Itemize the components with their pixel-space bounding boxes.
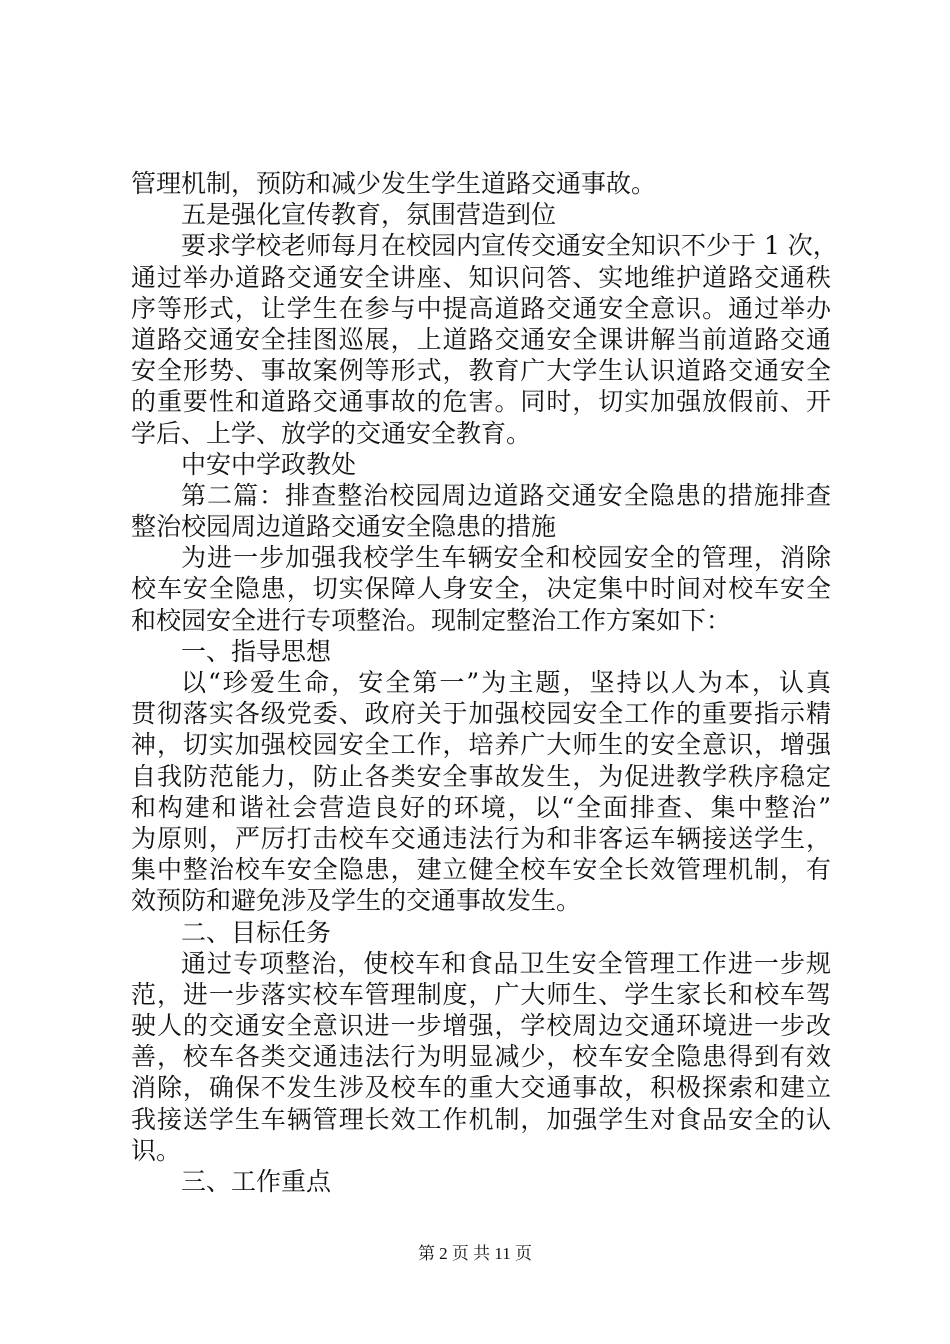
paragraph-line: 范，进一步落实校车管理制度，广大师生、学生家长和校车驾 bbox=[131, 979, 831, 1009]
signature-line: 中安中学政教处 bbox=[181, 449, 357, 479]
chapter-title: 第二篇：排查整治校园周边道路交通安全隐患的措施排查 bbox=[181, 480, 831, 510]
document-body bbox=[131, 168, 838, 1197]
page-number-footer: 第 2 页 共 11 页 bbox=[417, 1244, 533, 1263]
paragraph-line: 学后、上学、放学的交通安全教育。 bbox=[131, 418, 532, 448]
paragraph-line: 识。 bbox=[131, 1135, 182, 1165]
chapter-title: 整治校园周边道路交通安全隐患的措施 bbox=[131, 512, 557, 542]
paragraph-line: 为进一步加强我校学生车辆安全和校园安全的管理，消除 bbox=[181, 543, 831, 573]
paragraph-line: 序等形式，让学生在参与中提高道路交通安全意识。通过举办 bbox=[131, 293, 831, 323]
paragraph-line: 和校园安全进行专项整治。现制定整治工作方案如下： bbox=[131, 605, 732, 635]
section-heading: 三、工作重点 bbox=[181, 1167, 332, 1196]
paragraph-line: 效预防和避免涉及学生的交通事故发生。 bbox=[131, 886, 582, 916]
paragraph-line: 贯彻落实各级党委、政府关于加强校园安全工作的重要指示精 bbox=[131, 699, 831, 729]
section-heading: 一、指导思想 bbox=[181, 636, 332, 666]
paragraph-line: 通过举办道路交通安全讲座、知识问答、实地维护道路交通秩 bbox=[131, 262, 831, 292]
paragraph-line: 通过专项整治，使校车和食品卫生安全管理工作进一步规 bbox=[181, 948, 831, 978]
paragraph-line: 道路交通安全挂图巡展，上道路交通安全课讲解当前道路交通 bbox=[131, 324, 831, 354]
paragraph-line: 自我防范能力，防止各类安全事故发生，为促进教学秩序稳定 bbox=[131, 761, 831, 791]
section-heading: 二、目标任务 bbox=[181, 917, 332, 947]
paragraph-line: 善，校车各类交通违法行为明显减少，校车安全隐患得到有效 bbox=[131, 1042, 831, 1072]
section-heading: 五是强化宣传教育，氛围营造到位 bbox=[181, 200, 557, 230]
text-line: 管理机制，预防和减少发生学生道路交通事故。 bbox=[131, 169, 657, 198]
paragraph-line: 的重要性和道路交通事故的危害。同时，切实加强放假前、开 bbox=[131, 387, 831, 417]
paragraph-line: 以“珍爱生命，安全第一”为主题，坚持以人为本，认真 bbox=[181, 668, 831, 697]
paragraph-line: 神，切实加强校园安全工作，培养广大师生的安全意识，增强 bbox=[131, 730, 831, 760]
paragraph-line: 安全形势、事故案例等形式，教育广大学生认识道路交通安全 bbox=[131, 356, 831, 386]
paragraph-line: 消除，确保不发生涉及校车的重大交通事故，积极探索和建立 bbox=[131, 1073, 831, 1103]
paragraph-line: 和构建和谐社会营造良好的环境，以“全面排查、集中整治” bbox=[131, 792, 831, 822]
paragraph-line: 驶人的交通安全意识进一步增强，学校周边交通环境进一步改 bbox=[131, 1011, 831, 1041]
paragraph-line: 要求学校老师每月在校园内宣传交通安全知识不少于 1 次， bbox=[181, 231, 838, 261]
paragraph-line: 集中整治校车安全隐患，建立健全校车安全长效管理机制，有 bbox=[131, 855, 831, 885]
paragraph-line: 我接送学生车辆管理长效工作机制，加强学生对食品安全的认 bbox=[131, 1104, 831, 1134]
paragraph-line: 为原则，严厉打击校车交通违法行为和非客运车辆接送学生， bbox=[131, 823, 831, 853]
paragraph-line: 校车安全隐患，切实保障人身安全，决定集中时间对校车安全 bbox=[131, 574, 831, 604]
